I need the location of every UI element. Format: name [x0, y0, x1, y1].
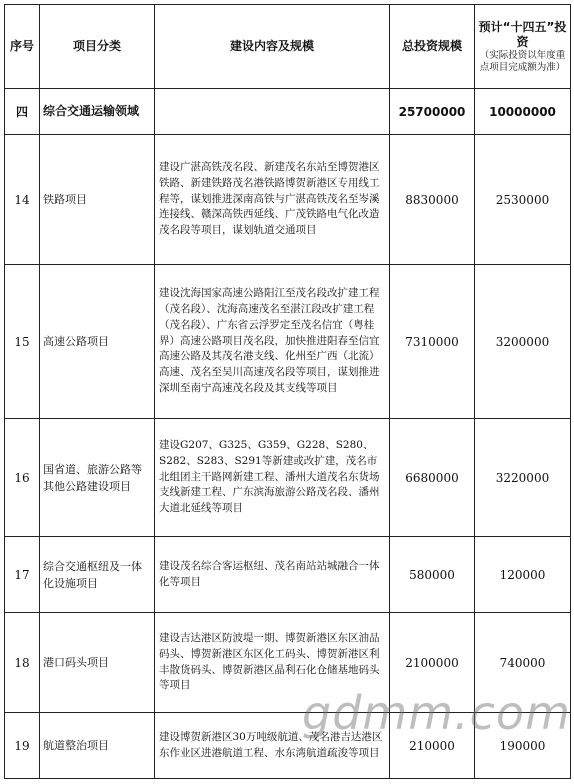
row-plan: 120000 — [475, 537, 571, 613]
row-plan: 3200000 — [475, 265, 571, 419]
row-content: 建设广湛高铁茂名段、新建茂名东站至博贺港区铁路、新建铁路茂名港铁路博贺新港区专用线工程等，谋划推进深南高铁与广湛高铁茂名至岑溪连接线、赣深高铁西延线、广茂铁路电气化改造茂名段等项目，谋划轨道交通项目 — [155, 135, 390, 265]
row-total: 7310000 — [390, 265, 475, 419]
section-category: 综合交通运输领域 — [40, 89, 155, 135]
row-no: 16 — [5, 419, 40, 537]
row-total: 8830000 — [390, 135, 475, 265]
header-plan-title: 预计“十四五”投资 — [478, 19, 567, 49]
header-plan — [475, 5, 571, 89]
table-row — [5, 135, 571, 265]
table-row — [5, 265, 571, 419]
row-content: 建设吉达港区防波堤一期、博贺新港区东区油品码头、博贺新港区东区化工码头、博贺新港区利丰散货码头、博贺新港区晶利石化仓储基地码头等项目 — [155, 613, 390, 713]
header-plan-note: （实际投资以年度重点项目完成额为准） — [479, 49, 566, 73]
header-content: 建设内容及规模 — [155, 5, 390, 89]
row-plan: 3220000 — [475, 419, 571, 537]
section-plan: 10000000 — [475, 89, 571, 135]
row-content: 建设博贺新港区30万吨级航道、茂名港吉达港区东作业区进港航道工程、水东湾航道疏浚等项目 — [155, 713, 390, 779]
header-row — [5, 5, 571, 89]
watermark: gdmm.com — [302, 686, 571, 740]
row-no: 14 — [5, 135, 40, 265]
row-no: 15 — [5, 265, 40, 419]
investment-table — [4, 4, 571, 779]
row-no: 19 — [5, 713, 40, 779]
row-no: 17 — [5, 537, 40, 613]
row-no: 18 — [5, 613, 40, 713]
row-content: 建设茂名综合客运枢纽、茂名南站站城融合一体化等项目 — [155, 537, 390, 613]
header-category: 项目分类 — [40, 5, 155, 89]
section-row — [5, 89, 571, 135]
row-total: 6680000 — [390, 419, 475, 537]
row-category: 航道整治项目 — [40, 713, 155, 779]
row-category: 港口码头项目 — [40, 613, 155, 713]
row-total: 2100000 — [390, 613, 475, 713]
header-total: 总投资规模 — [390, 5, 475, 89]
section-total: 25700000 — [390, 89, 475, 135]
row-total: 210000 — [390, 713, 475, 779]
section-content — [155, 89, 390, 135]
table-row — [5, 537, 571, 613]
row-plan: 190000 — [475, 713, 571, 779]
row-total: 580000 — [390, 537, 475, 613]
row-category: 国省道、旅游公路等其他公路建设项目 — [40, 419, 155, 537]
row-category: 综合交通枢纽及一体化设施项目 — [40, 537, 155, 613]
header-no: 序号 — [5, 5, 40, 89]
table-row — [5, 419, 571, 537]
row-category: 铁路项目 — [40, 135, 155, 265]
row-plan: 2530000 — [475, 135, 571, 265]
row-content: 建设沈海国家高速公路阳江至茂名段改扩建工程（茂名段）、沈海高速茂名至湛江段改扩建工程（茂名段）、广东省云浮罗定至茂名信宜（粤桂界）高速公路项目茂名段，加快推进阳春至信宜高速公路及其茂名港支线、化州至广西（北流）高速、茂名至吴川高速茂名段等项目，谋划推进深圳至南宁高速茂名段及其支线等项目 — [155, 265, 390, 419]
section-no: 四 — [5, 89, 40, 135]
row-content: 建设G207、G325、G359、G228、S280、S282、S283、S291等新建或改扩建，茂名市北组团主干路网新建工程、潘州大道茂名东货场支线新建工程、广东滨海旅游公路茂名段、潘州大道北延线等项目 — [155, 419, 390, 537]
row-plan: 740000 — [475, 613, 571, 713]
row-category: 高速公路项目 — [40, 265, 155, 419]
